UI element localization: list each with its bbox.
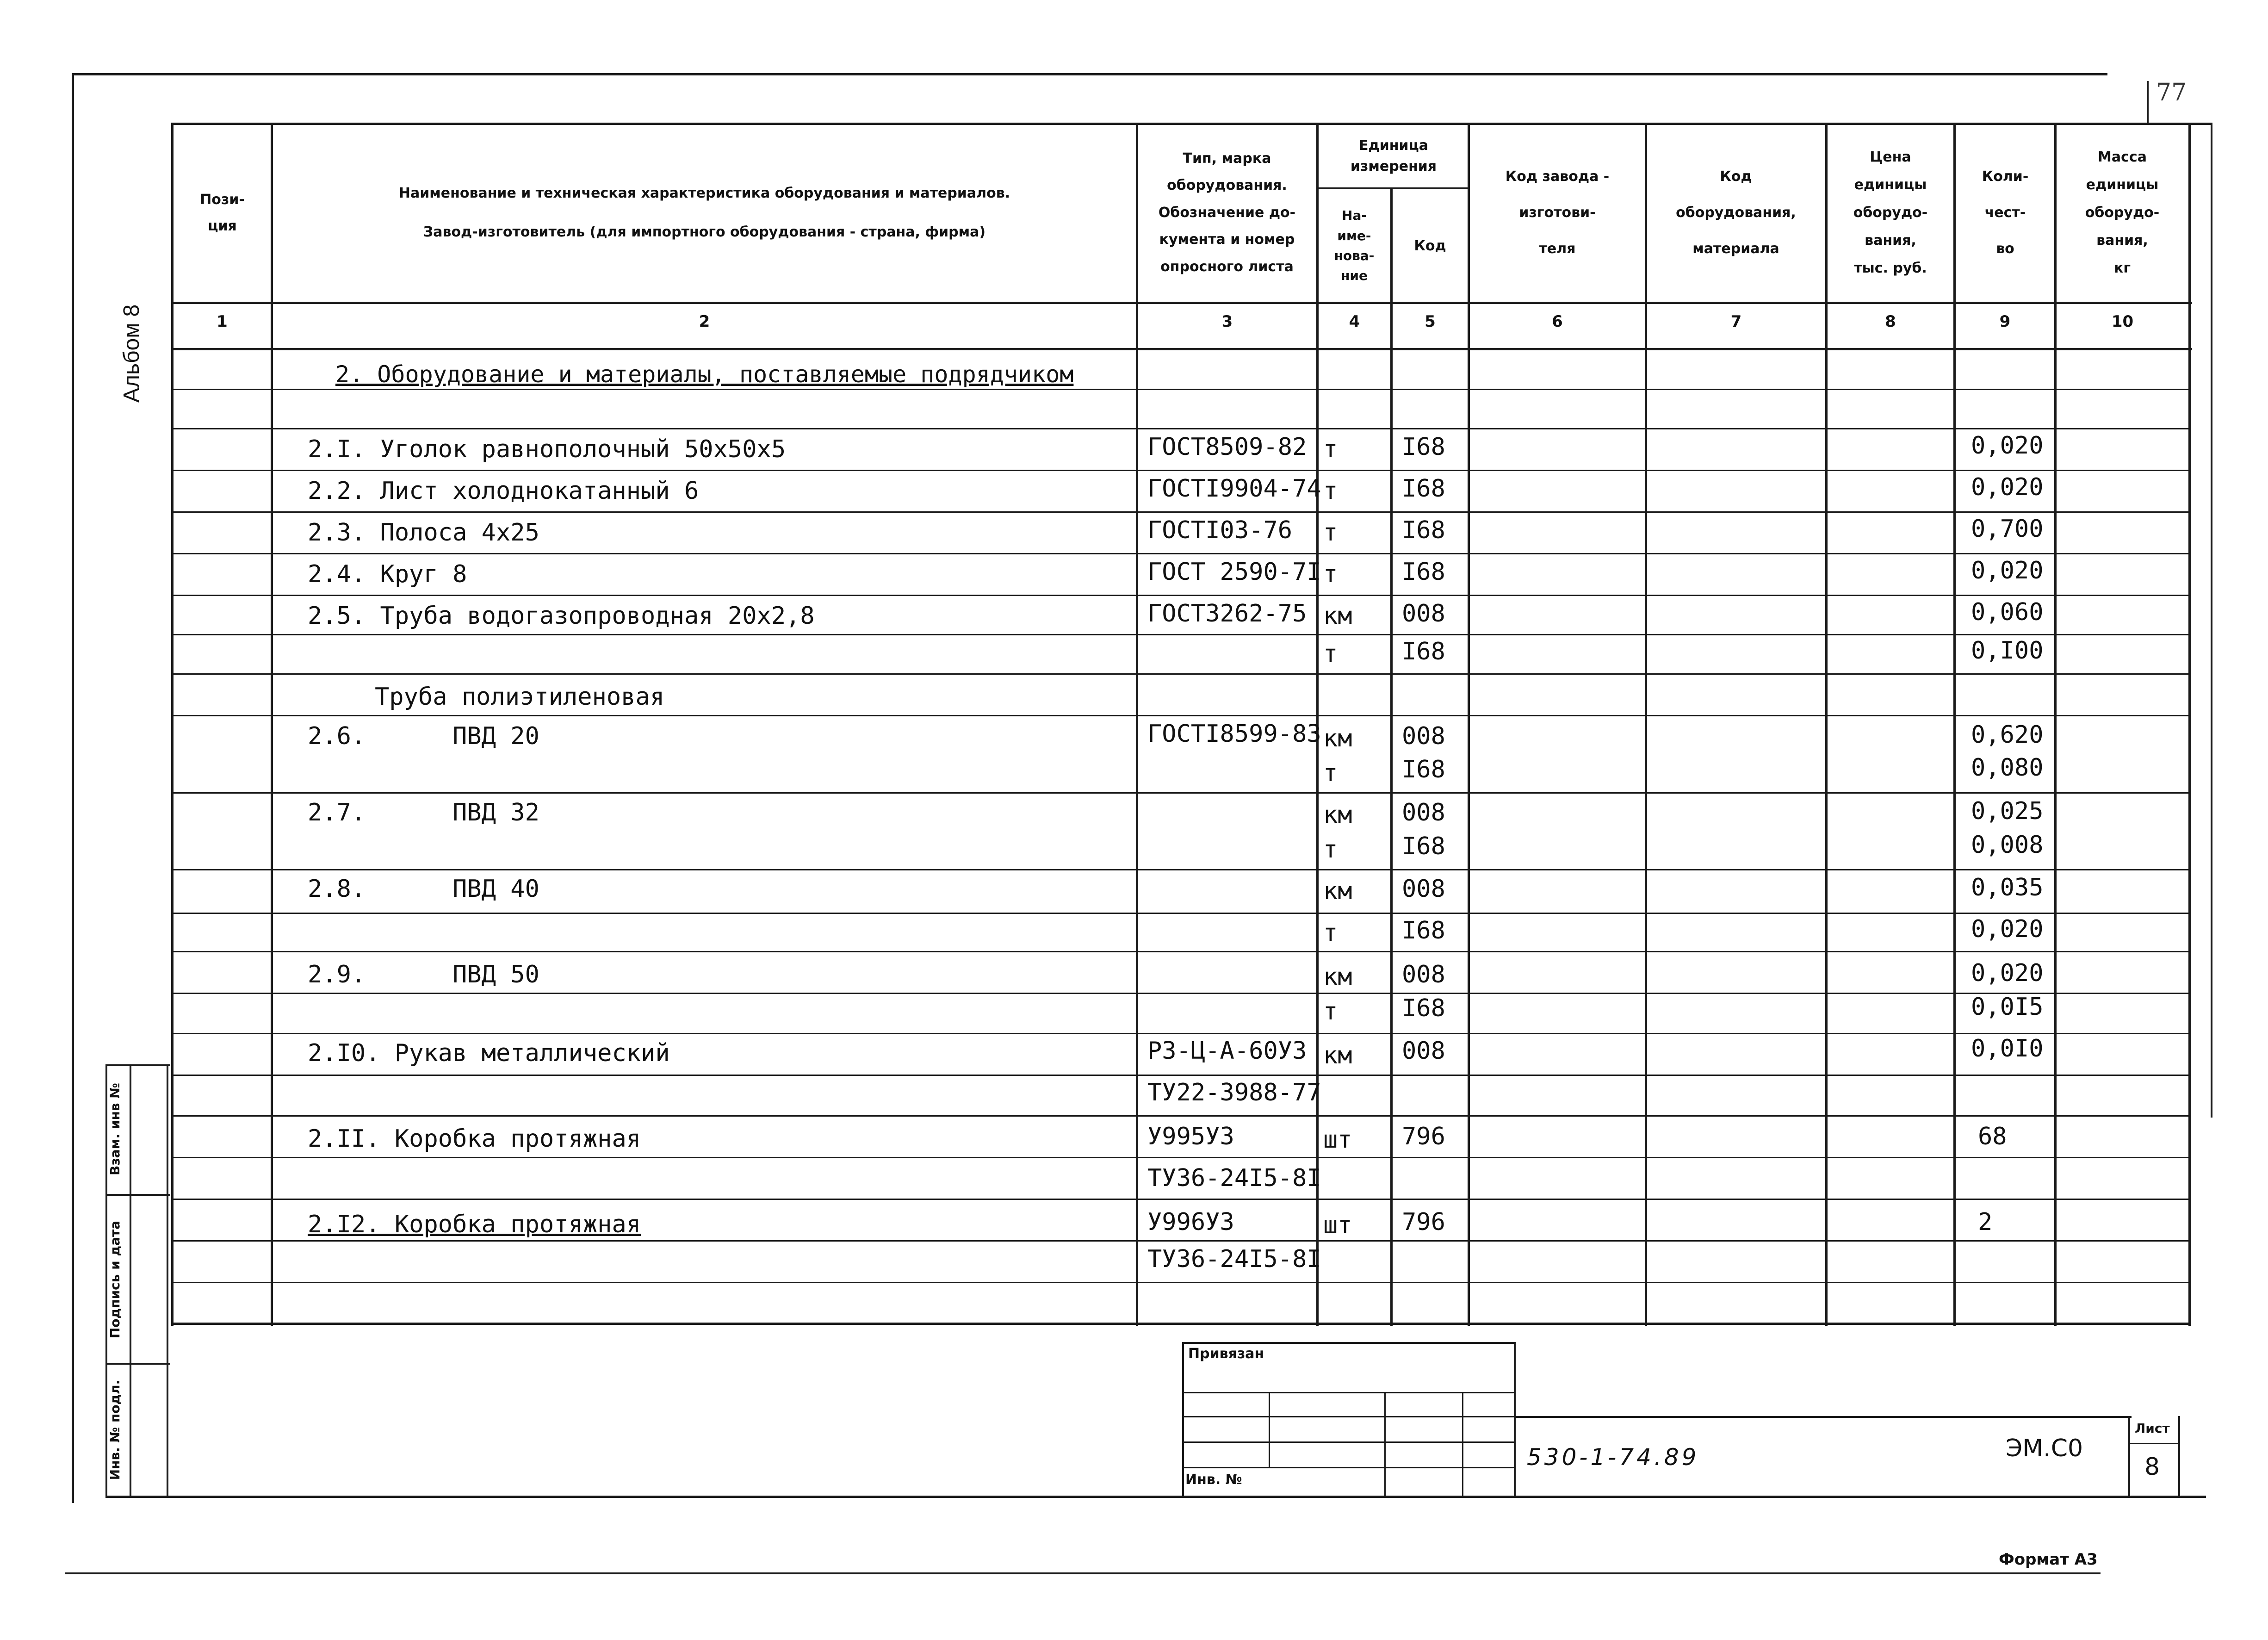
row-unit: т bbox=[1323, 919, 1338, 947]
row-code: 008 bbox=[1402, 875, 1445, 903]
row-unit: км bbox=[1323, 602, 1352, 630]
row-name: Труба полиэтиленовая bbox=[375, 683, 665, 711]
tb-line bbox=[1182, 1342, 1184, 1497]
tb-doc-number: 530-1-74.89 bbox=[1527, 1444, 1699, 1471]
col-line-7 bbox=[1825, 123, 1828, 1326]
page-number: 77 bbox=[2156, 79, 2187, 106]
row-name: 2.5. Труба водогазопроводная 20x2,8 bbox=[308, 602, 815, 630]
column-number-6: 6 bbox=[1552, 312, 1563, 331]
tb-line bbox=[2178, 1416, 2180, 1497]
row-qty: 0,700 bbox=[1971, 515, 2044, 543]
row-unit: км bbox=[1323, 801, 1352, 829]
row-doc: ГОСТ8509-82 bbox=[1147, 433, 1307, 461]
column-number-1: 1 bbox=[217, 312, 228, 331]
col-line-6 bbox=[1645, 123, 1647, 1326]
row-unit: т bbox=[1323, 435, 1338, 463]
column-number-5: 5 bbox=[1425, 312, 1436, 331]
row-doc: У996У3 bbox=[1147, 1208, 1234, 1236]
row-unit: т bbox=[1323, 836, 1338, 863]
row-name: 2.4. Круг 8 bbox=[308, 560, 467, 588]
row-code: I68 bbox=[1402, 638, 1445, 665]
col-line-1 bbox=[271, 123, 273, 1326]
row-line bbox=[171, 553, 2191, 554]
tb-privyazan: Привязан bbox=[1188, 1346, 1264, 1362]
tb-doc-code: ЭМ.С0 bbox=[2006, 1435, 2083, 1462]
row-doc: ГОСТ 2590-7I bbox=[1147, 558, 1321, 586]
stamp-replace-inv: Взам. инв № bbox=[107, 1083, 123, 1175]
stamp-signature-date: Подпись и дата bbox=[107, 1220, 123, 1339]
row-qty: 0,035 bbox=[1971, 874, 2044, 901]
tb-line bbox=[1514, 1342, 1516, 1497]
header-price: Цена единицы оборудо- вания, тыс. руб. bbox=[1853, 149, 1928, 276]
row-code: 008 bbox=[1402, 722, 1445, 750]
row-line bbox=[171, 1199, 2191, 1200]
row-qty: 0,620 bbox=[1971, 721, 2044, 749]
row-line bbox=[171, 428, 2191, 429]
row-code: 008 bbox=[1402, 600, 1445, 627]
row-unit: км bbox=[1323, 877, 1352, 905]
row-line bbox=[171, 1075, 2191, 1076]
row-qty: 0,020 bbox=[1971, 473, 2044, 501]
row-doc: ТУ36-24I5-8I bbox=[1147, 1245, 1321, 1273]
row-code: I68 bbox=[1402, 832, 1445, 860]
header-quantity: Коли- чест- во bbox=[1982, 168, 2029, 257]
header-mass: Масса единицы оборудо- вания, кг bbox=[2085, 149, 2160, 276]
row-doc: ТУ36-24I5-8I bbox=[1147, 1164, 1321, 1192]
row-qty: 0,020 bbox=[1971, 432, 2044, 460]
tb-sheet-label: Лист bbox=[2135, 1421, 2170, 1436]
row-qty: 0,0I0 bbox=[1971, 1035, 2044, 1062]
tb-line bbox=[1462, 1392, 1463, 1496]
header-unit-code: Код bbox=[1414, 237, 1446, 254]
column-number-4: 4 bbox=[1349, 312, 1360, 331]
row-qty: 0,020 bbox=[1971, 915, 2044, 943]
row-qty: 0,060 bbox=[1971, 598, 2044, 626]
row-unit: т bbox=[1323, 519, 1338, 547]
row-name: 2.6. ПВД 20 bbox=[308, 722, 539, 750]
tb-line bbox=[1269, 1392, 1270, 1467]
stamp-line bbox=[105, 1496, 2206, 1498]
row-name: 2.I2. Коробка протяжная bbox=[308, 1211, 641, 1238]
row-line bbox=[171, 595, 2191, 596]
row-code: I68 bbox=[1402, 558, 1445, 586]
column-number-8: 8 bbox=[1885, 312, 1896, 331]
row-qty: 0,008 bbox=[1971, 831, 2044, 859]
header-bottom-line bbox=[171, 302, 2192, 304]
header-name: Наименование и техническая характеристика оборудования и материалов. Завод-изготовитель (для импортного оборудования - страна, фирма) bbox=[398, 185, 1010, 240]
tb-sheet-number: 8 bbox=[2144, 1453, 2160, 1481]
row-name: 2.8. ПВД 40 bbox=[308, 875, 539, 903]
row-code: I68 bbox=[1402, 433, 1445, 461]
tb-inv-no: Инв. № bbox=[1185, 1472, 1242, 1488]
row-line bbox=[171, 1033, 2191, 1034]
column-number-10: 10 bbox=[2111, 312, 2134, 331]
column-number-2: 2 bbox=[699, 312, 710, 331]
row-doc: У995У3 bbox=[1147, 1123, 1234, 1150]
col-line-4 bbox=[1390, 187, 1393, 1326]
tb-line bbox=[1182, 1416, 1515, 1417]
row-line bbox=[171, 389, 2191, 390]
row-line bbox=[171, 792, 2191, 794]
outer-top-line bbox=[72, 73, 2107, 75]
row-code: 008 bbox=[1402, 799, 1445, 826]
row-line bbox=[171, 511, 2191, 513]
row-unit: т bbox=[1323, 477, 1338, 505]
row-code: I68 bbox=[1402, 475, 1445, 503]
tb-line bbox=[2128, 1443, 2179, 1444]
header-unit-group: Единица измерения bbox=[1350, 137, 1437, 174]
tb-line bbox=[1182, 1441, 1515, 1443]
row-unit: шт bbox=[1323, 1126, 1352, 1154]
col-line-9 bbox=[2054, 123, 2057, 1326]
right-frame-line bbox=[2211, 123, 2212, 1118]
row-line bbox=[171, 1157, 2191, 1158]
format-label: Формат А3 bbox=[1999, 1550, 2098, 1569]
row-unit: км bbox=[1323, 963, 1352, 991]
row-line bbox=[171, 993, 2191, 994]
tb-line bbox=[1182, 1467, 1515, 1468]
row-line bbox=[171, 1282, 2191, 1283]
row-name: 2.I. Уголок равнополочный 50x50x5 bbox=[308, 435, 786, 463]
row-qty: 0,025 bbox=[1971, 797, 2044, 825]
tb-line bbox=[1384, 1392, 1386, 1496]
row-qty: 0,I00 bbox=[1971, 637, 2044, 665]
column-number-7: 7 bbox=[1730, 312, 1742, 331]
colnum-bottom-line bbox=[171, 348, 2192, 350]
stamp-right-line bbox=[130, 1064, 131, 1497]
row-code: 008 bbox=[1402, 1037, 1445, 1065]
col-line-0 bbox=[171, 123, 174, 1326]
row-doc: ГОСТ3262-75 bbox=[1147, 600, 1307, 627]
row-name: 2.I0. Рукав металлический bbox=[308, 1039, 670, 1067]
tb-line bbox=[1182, 1342, 1515, 1344]
col-line-8 bbox=[1953, 123, 1956, 1326]
header-position: Пози- ция bbox=[200, 192, 245, 234]
row-line bbox=[171, 715, 2191, 716]
row-name: 2.2. Лист холоднокатанный 6 bbox=[308, 477, 699, 505]
row-unit: т bbox=[1323, 998, 1338, 1025]
stamp-line bbox=[105, 1194, 170, 1196]
row-code: 796 bbox=[1402, 1123, 1445, 1150]
row-qty: 68 bbox=[1978, 1123, 2007, 1150]
row-line bbox=[171, 1115, 2191, 1117]
row-name: 2.9. ПВД 50 bbox=[308, 961, 539, 988]
row-line bbox=[171, 951, 2191, 952]
row-qty: 0,020 bbox=[1971, 959, 2044, 987]
col-line-5 bbox=[1468, 123, 1470, 1326]
row-line bbox=[171, 673, 2191, 675]
row-line bbox=[171, 869, 2191, 870]
row-doc: ГОСТI9904-74 bbox=[1147, 475, 1321, 503]
row-doc: ГОСТI03-76 bbox=[1147, 516, 1293, 544]
header-equipment-code: Код оборудования, материала bbox=[1676, 168, 1796, 257]
row-unit: т bbox=[1323, 560, 1338, 588]
row-code: I68 bbox=[1402, 756, 1445, 783]
row-doc: ТУ22-3988-77 bbox=[1147, 1079, 1321, 1106]
bottom-frame-line bbox=[65, 1572, 2101, 1574]
page-number-tick bbox=[2147, 81, 2149, 123]
row-name: 2.II. Коробка протяжная bbox=[308, 1125, 641, 1153]
row-unit: шт bbox=[1323, 1211, 1352, 1239]
col-line-2 bbox=[1136, 123, 1138, 1326]
row-unit: т bbox=[1323, 759, 1338, 787]
header-unit-name: На- име- нова- ние bbox=[1334, 208, 1375, 284]
row-code: 796 bbox=[1402, 1208, 1445, 1236]
row-doc: ГОСТI8599-83 bbox=[1147, 720, 1321, 748]
row-line bbox=[171, 1240, 2191, 1242]
row-line bbox=[171, 470, 2191, 471]
section-title: 2. Оборудование и материалы, поставляемые подрядчиком bbox=[335, 361, 1074, 388]
row-qty: 0,0I5 bbox=[1971, 993, 2044, 1021]
column-number-9: 9 bbox=[1999, 312, 2011, 331]
stamp-line bbox=[167, 1064, 168, 1497]
header-factory-code: Код завода - изготови- теля bbox=[1505, 168, 1610, 257]
tb-line bbox=[1514, 1416, 2132, 1418]
row-line bbox=[171, 634, 2191, 635]
unit-split-line bbox=[1316, 187, 1469, 189]
row-doc: Р3-Ц-А-60У3 bbox=[1147, 1037, 1307, 1065]
row-code: I68 bbox=[1402, 917, 1445, 944]
outer-left-line bbox=[72, 73, 74, 1503]
row-code: 008 bbox=[1402, 961, 1445, 988]
tb-line bbox=[1182, 1392, 1515, 1393]
row-qty: 0,020 bbox=[1971, 557, 2044, 584]
row-code: I68 bbox=[1402, 516, 1445, 544]
row-name: 2.3. Полоса 4x25 bbox=[308, 519, 539, 547]
col-line-10 bbox=[2188, 123, 2191, 1326]
row-code: I68 bbox=[1402, 994, 1445, 1022]
column-number-3: 3 bbox=[1221, 312, 1233, 331]
stamp-inv-original: Инв. № подл. bbox=[107, 1379, 123, 1480]
row-unit: км bbox=[1323, 725, 1352, 752]
table-bottom-line bbox=[171, 1323, 2191, 1325]
row-qty: 2 bbox=[1978, 1208, 1993, 1236]
row-unit: км bbox=[1323, 1042, 1352, 1069]
row-line bbox=[171, 913, 2191, 914]
header-type: Тип, марка оборудования. Обозначение до- кумента и номер опросного листа bbox=[1158, 150, 1296, 275]
row-qty: 0,080 bbox=[1971, 754, 2044, 782]
row-name: 2.7. ПВД 32 bbox=[308, 799, 539, 826]
row-unit: т bbox=[1323, 640, 1338, 668]
album-label: Альбом 8 bbox=[119, 304, 144, 403]
tb-line bbox=[2128, 1416, 2130, 1497]
